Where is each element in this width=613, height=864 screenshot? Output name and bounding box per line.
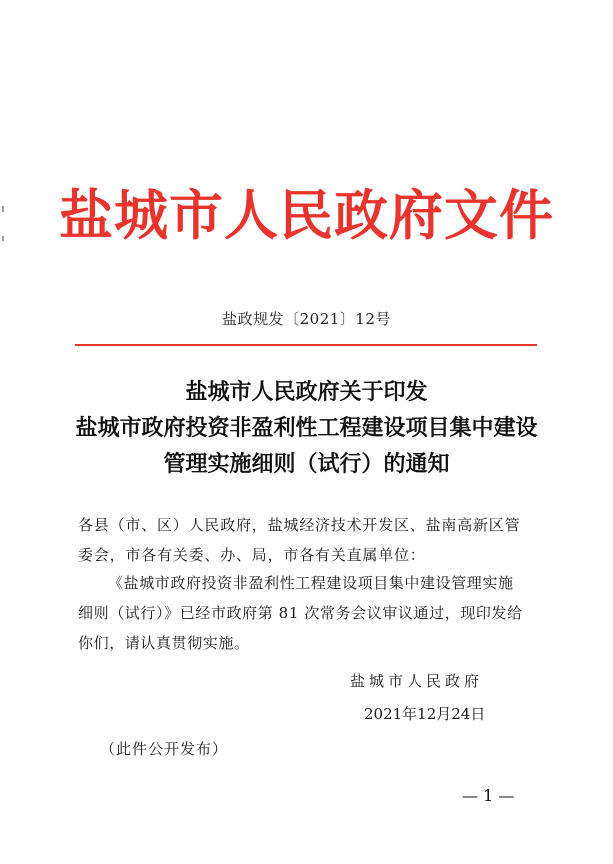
document-title [0, 374, 613, 482]
document-number: 盐政规发〔2021〕12号 [222, 310, 391, 328]
content-paragraph [78, 568, 540, 658]
content-line: 你们，请认真贯彻实施。 [78, 634, 250, 652]
recipients-line: 委会，市各有关委、办、局，市各有关直属单位： [78, 546, 426, 564]
issue-date: 2021年12月24日 [364, 705, 486, 723]
issuer-signature: 盐城市人民政府 [350, 672, 484, 690]
document-title-line: 管理实施细则（试行）的通知 [163, 451, 450, 477]
document-title-line: 盐城市政府投资非盈利性工程建设项目集中建设 [75, 415, 538, 441]
document-title-line: 盐城市人民政府关于印发 [185, 379, 428, 405]
recipients-line: 各县（市、区）人民政府，盐城经济技术开发区、盐南高新区管 [78, 516, 521, 534]
page-number: — 1 — [462, 786, 515, 805]
red-divider-line [75, 344, 537, 346]
content-line: 《盐城市政府投资非盈利性工程建设项目集中建设管理实施 [108, 574, 514, 592]
public-release-note: （此件公开发布） [100, 740, 229, 758]
recipients-paragraph [78, 510, 540, 570]
content-line: 细则（试行）》已经市政府第 81 次常务会议审议通过，现印发给 [78, 604, 523, 622]
document-header-title: 盐城市人民政府文件 [59, 183, 554, 247]
